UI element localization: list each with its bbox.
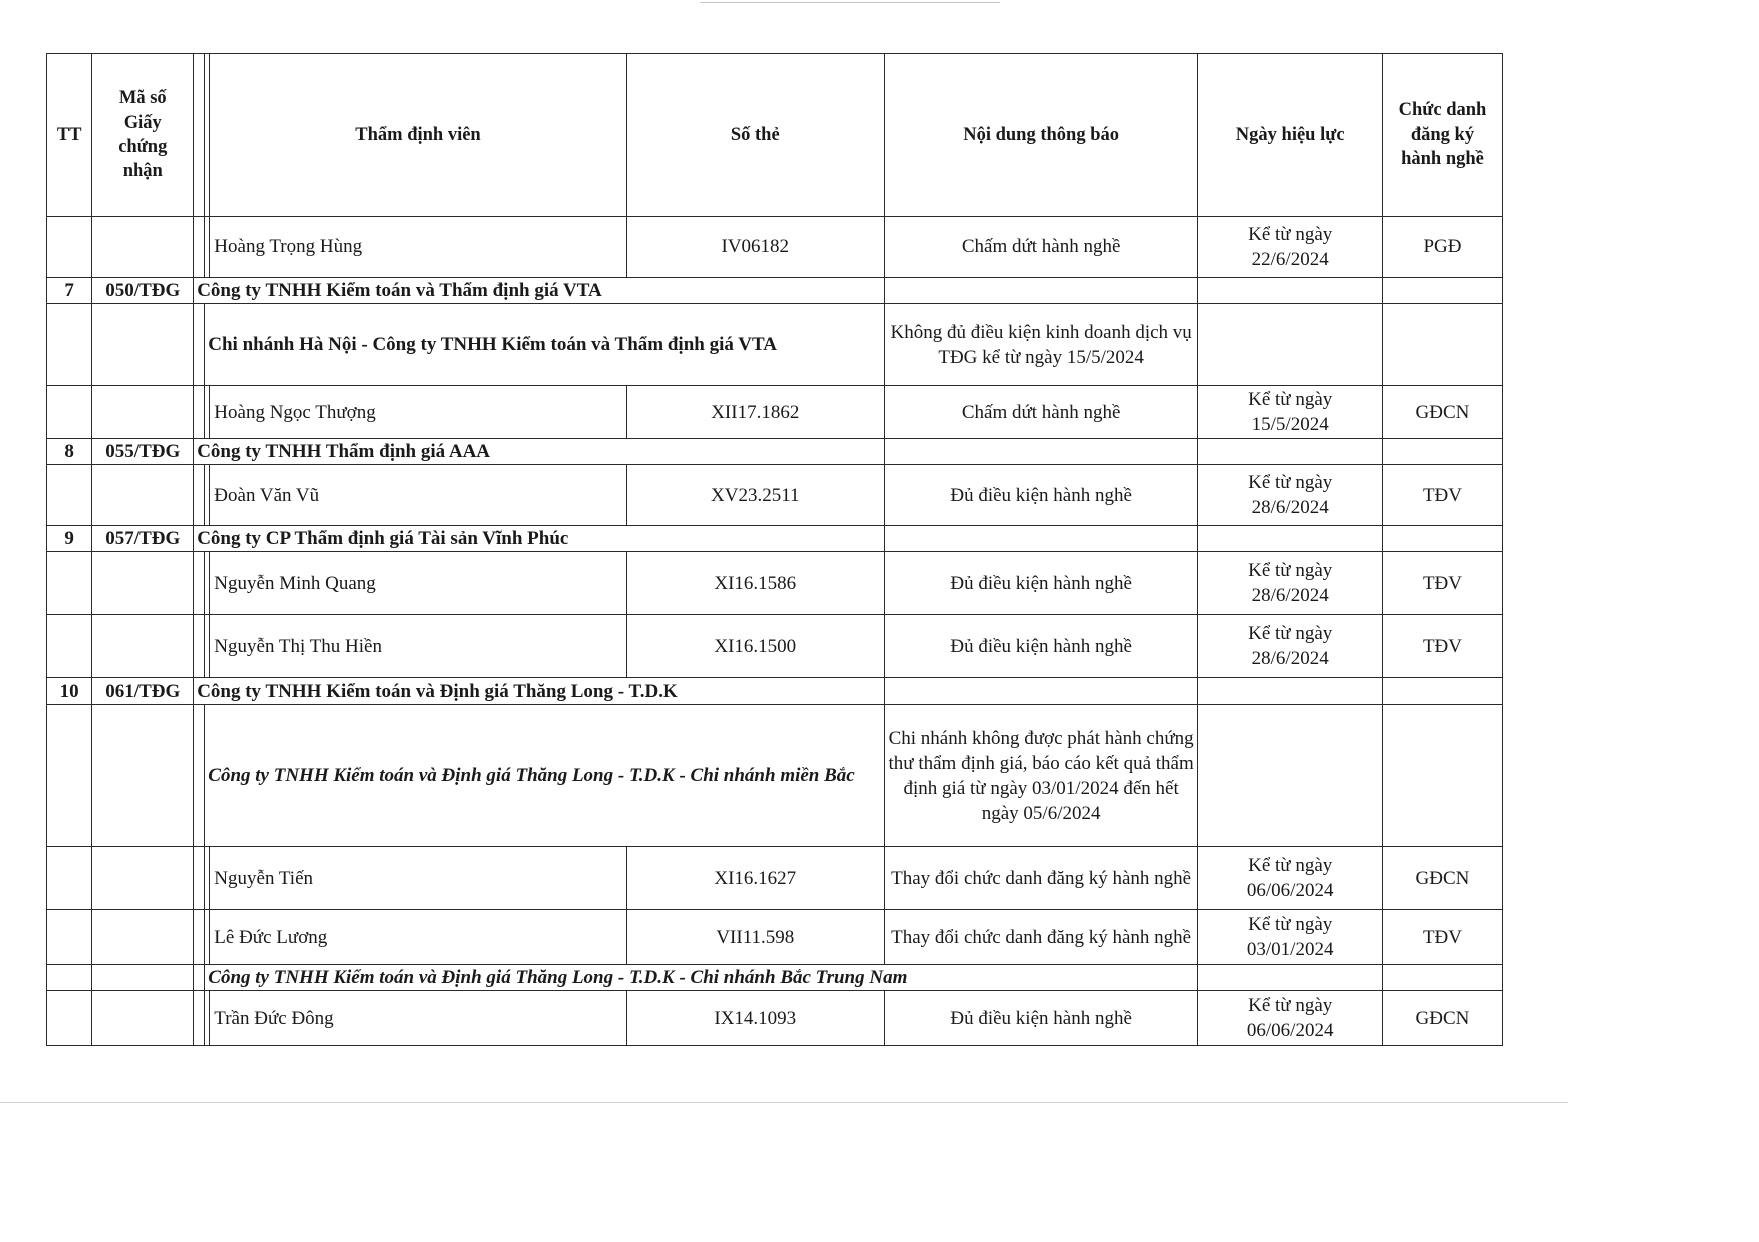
company-name: Công ty TNHH Kiểm toán và Thẩm định giá VTA bbox=[194, 278, 885, 304]
cell-empty bbox=[1198, 526, 1383, 552]
date-prefix: Kể từ ngày bbox=[1248, 995, 1333, 1017]
effective-date bbox=[1198, 217, 1383, 278]
table-row bbox=[47, 465, 1503, 526]
date-value: 28/6/2024 bbox=[1251, 648, 1329, 670]
cell-empty bbox=[47, 991, 92, 1046]
card-number: XII17.1862 bbox=[626, 386, 884, 439]
cell-empty bbox=[47, 705, 92, 847]
header-certificate-line: chứng bbox=[118, 137, 168, 157]
cell-empty bbox=[47, 552, 92, 615]
cell-empty bbox=[47, 304, 92, 386]
cell-empty bbox=[1198, 278, 1383, 304]
branch-row bbox=[47, 705, 1503, 847]
date-value: 28/6/2024 bbox=[1251, 585, 1329, 607]
date-prefix: Kể từ ngày bbox=[1248, 855, 1333, 877]
date-value: 15/5/2024 bbox=[1251, 414, 1329, 436]
cell-empty bbox=[194, 847, 205, 910]
header-certificate-line: nhận bbox=[122, 161, 163, 182]
notice-content: Đủ điều kiện hành nghề bbox=[884, 615, 1198, 678]
appraiser-name: Nguyễn Tiến bbox=[210, 847, 626, 910]
card-number: XI16.1586 bbox=[626, 552, 884, 615]
table-row bbox=[47, 552, 1503, 615]
card-number: VII11.598 bbox=[626, 910, 884, 965]
card-number: IV06182 bbox=[626, 217, 884, 278]
certificate-code: 050/TĐG bbox=[92, 278, 194, 304]
cell-empty bbox=[47, 847, 92, 910]
cell-empty bbox=[92, 465, 194, 526]
cell-empty bbox=[884, 526, 1198, 552]
cell-empty bbox=[92, 910, 194, 965]
card-number: XI16.1500 bbox=[626, 615, 884, 678]
card-number: XV23.2511 bbox=[626, 465, 884, 526]
effective-date bbox=[1198, 847, 1383, 910]
certificate-code: 055/TĐG bbox=[92, 439, 194, 465]
cell-empty bbox=[884, 439, 1198, 465]
cell-empty bbox=[47, 465, 92, 526]
cell-empty bbox=[1198, 678, 1383, 705]
row-number: 9 bbox=[47, 526, 92, 552]
effective-date bbox=[1198, 465, 1383, 526]
row-number: 8 bbox=[47, 439, 92, 465]
cell-empty bbox=[92, 386, 194, 439]
cell-empty bbox=[884, 678, 1198, 705]
date-prefix: Kể từ ngày bbox=[1248, 472, 1333, 494]
header-position-line: hành nghề bbox=[1401, 149, 1484, 170]
appraiser-name: Hoàng Trọng Hùng bbox=[210, 217, 626, 278]
row-number: 7 bbox=[47, 278, 92, 304]
certificate-code: 057/TĐG bbox=[92, 526, 194, 552]
notice-content: Thay đổi chức danh đăng ký hành nghề bbox=[884, 847, 1198, 910]
notice-content: Chấm dứt hành nghề bbox=[884, 386, 1198, 439]
branch-row bbox=[47, 965, 1503, 991]
header-appraiser: Thẩm định viên bbox=[210, 54, 626, 217]
cell-empty bbox=[47, 386, 92, 439]
position-code: TĐV bbox=[1382, 910, 1502, 965]
date-prefix: Kể từ ngày bbox=[1248, 389, 1333, 410]
appraiser-name: Nguyễn Thị Thu Hiền bbox=[210, 615, 626, 678]
cell-empty bbox=[92, 552, 194, 615]
card-number: XI16.1627 bbox=[626, 847, 884, 910]
company-name: Công ty CP Thẩm định giá Tài sản Vĩnh Phúc bbox=[194, 526, 885, 552]
cell-empty bbox=[1382, 678, 1502, 705]
cell-empty bbox=[47, 965, 92, 991]
header-certificate bbox=[92, 54, 194, 217]
row-number: 10 bbox=[47, 678, 92, 705]
card-number: IX14.1093 bbox=[626, 991, 884, 1046]
date-value: 22/6/2024 bbox=[1251, 249, 1329, 270]
cell-empty bbox=[92, 304, 194, 386]
branch-name: Công ty TNHH Kiểm toán và Định giá Thăng Long - T.D.K - Chi nhánh miền Bắc bbox=[205, 705, 885, 847]
company-name: Công ty TNHH Kiểm toán và Định giá Thăng Long - T.D.K bbox=[194, 678, 885, 705]
table-row bbox=[47, 910, 1503, 965]
cell-empty bbox=[194, 304, 205, 386]
table-header bbox=[47, 54, 1503, 217]
header-card-no: Số thẻ bbox=[626, 54, 884, 217]
cell-empty bbox=[1198, 965, 1383, 991]
header-certificate-line: Giấy bbox=[123, 112, 162, 133]
cell-empty bbox=[194, 910, 205, 965]
cell-empty bbox=[194, 386, 205, 439]
date-value: 28/6/2024 bbox=[1251, 497, 1329, 519]
notice-content: Đủ điều kiện hành nghề bbox=[884, 552, 1198, 615]
company-name: Công ty TNHH Thẩm định giá AAA bbox=[194, 439, 885, 465]
cell-empty bbox=[1382, 278, 1502, 304]
company-row bbox=[47, 278, 1503, 304]
notification-table bbox=[46, 53, 1503, 1046]
date-value: 06/06/2024 bbox=[1246, 1020, 1334, 1042]
header-content: Nội dung thông báo bbox=[884, 54, 1198, 217]
cell-empty bbox=[47, 615, 92, 678]
notice-content: Thay đổi chức danh đăng ký hành nghề bbox=[884, 910, 1198, 965]
appraiser-name: Hoàng Ngọc Thượng bbox=[210, 386, 626, 439]
cell-empty bbox=[1382, 304, 1502, 386]
date-prefix: Kể từ ngày bbox=[1248, 623, 1333, 645]
table-row bbox=[47, 615, 1503, 678]
cell-empty bbox=[92, 217, 194, 278]
effective-date bbox=[1198, 386, 1383, 439]
table-row bbox=[47, 217, 1503, 278]
cell-empty bbox=[92, 991, 194, 1046]
cell-empty bbox=[47, 217, 92, 278]
cell-empty bbox=[194, 615, 205, 678]
branch-row bbox=[47, 304, 1503, 386]
position-code: TĐV bbox=[1382, 552, 1502, 615]
cell-empty bbox=[1382, 526, 1502, 552]
effective-date bbox=[1198, 991, 1383, 1046]
cell-empty bbox=[194, 465, 205, 526]
date-value: 06/06/2024 bbox=[1246, 880, 1334, 902]
date-prefix: Kể từ ngày bbox=[1248, 914, 1333, 936]
header-tt: TT bbox=[47, 54, 92, 217]
scan-edge-top bbox=[700, 2, 1000, 3]
cell-empty bbox=[194, 991, 205, 1046]
date-value: 03/01/2024 bbox=[1246, 939, 1334, 961]
cell-empty bbox=[92, 965, 194, 991]
header-effective-date: Ngày hiệu lực bbox=[1198, 54, 1383, 217]
position-code: TĐV bbox=[1382, 615, 1502, 678]
branch-name: Công ty TNHH Kiểm toán và Định giá Thăng Long - T.D.K - Chi nhánh Bắc Trung Nam bbox=[205, 965, 1198, 991]
cell-empty bbox=[194, 705, 205, 847]
cell-empty bbox=[884, 278, 1198, 304]
cell-empty bbox=[1382, 705, 1502, 847]
appraiser-name: Trần Đức Đông bbox=[210, 991, 626, 1046]
date-prefix: Kể từ ngày bbox=[1248, 560, 1333, 582]
position-code: GĐCN bbox=[1382, 386, 1502, 439]
company-row bbox=[47, 678, 1503, 705]
header-position-line: Chức danh bbox=[1398, 100, 1487, 121]
header-position-line: đăng ký bbox=[1410, 124, 1475, 145]
notice-content: Chấm dứt hành nghề bbox=[884, 217, 1198, 278]
certificate-code: 061/TĐG bbox=[92, 678, 194, 705]
cell-empty bbox=[47, 910, 92, 965]
company-row bbox=[47, 439, 1503, 465]
position-code: TĐV bbox=[1382, 465, 1502, 526]
cell-empty bbox=[1198, 304, 1383, 386]
cell-empty bbox=[1198, 705, 1383, 847]
cell-empty bbox=[1382, 965, 1502, 991]
notice-content: Không đủ điều kiện kinh doanh dịch vụ TĐG kể từ ngày 15/5/2024 bbox=[884, 304, 1198, 386]
scan-edge-bottom bbox=[0, 1102, 1568, 1103]
position-code: GĐCN bbox=[1382, 847, 1502, 910]
table-row bbox=[47, 847, 1503, 910]
effective-date bbox=[1198, 910, 1383, 965]
appraiser-name: Đoàn Văn Vũ bbox=[210, 465, 626, 526]
cell-empty bbox=[194, 552, 205, 615]
header-spacer bbox=[194, 54, 205, 217]
branch-name: Chi nhánh Hà Nội - Công ty TNHH Kiểm toán và Thẩm định giá VTA bbox=[205, 304, 885, 386]
cell-empty bbox=[194, 965, 205, 991]
appraiser-name: Nguyễn Minh Quang bbox=[210, 552, 626, 615]
header-certificate-line: Mã số bbox=[118, 88, 167, 109]
cell-empty bbox=[1382, 439, 1502, 465]
company-row bbox=[47, 526, 1503, 552]
table-row bbox=[47, 991, 1503, 1046]
position-code: GĐCN bbox=[1382, 991, 1502, 1046]
cell-empty bbox=[92, 705, 194, 847]
cell-empty bbox=[194, 217, 205, 278]
notice-content: Đủ điều kiện hành nghề bbox=[884, 991, 1198, 1046]
date-prefix: Kể từ ngày bbox=[1248, 223, 1333, 245]
cell-empty bbox=[92, 615, 194, 678]
notice-content: Chi nhánh không được phát hành chứng thư thẩm định giá, báo cáo kết quả thẩm định giá từ ngày 03/01/2024 đến hết ngày 05/6/2024 bbox=[884, 705, 1198, 847]
appraiser-name: Lê Đức Lương bbox=[210, 910, 626, 965]
table-row bbox=[47, 386, 1503, 439]
cell-empty bbox=[92, 847, 194, 910]
effective-date bbox=[1198, 615, 1383, 678]
cell-empty bbox=[1198, 439, 1383, 465]
effective-date bbox=[1198, 552, 1383, 615]
position-code: PGĐ bbox=[1382, 217, 1502, 278]
notice-content: Đủ điều kiện hành nghề bbox=[884, 465, 1198, 526]
header-position bbox=[1382, 54, 1502, 217]
